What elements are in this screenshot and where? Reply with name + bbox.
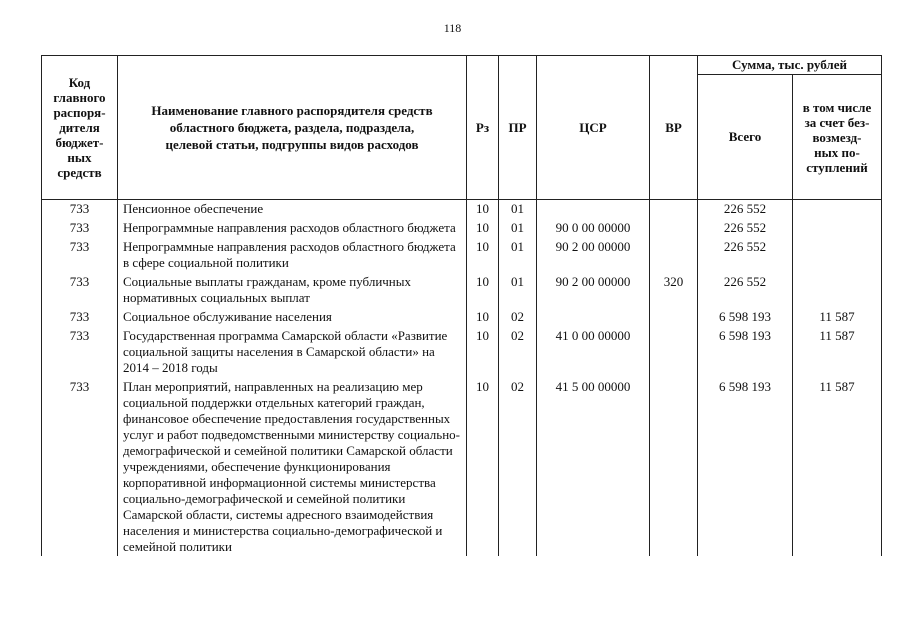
- cell-name: Непрограммные направления расходов областного бюджета: [118, 219, 467, 238]
- cell-name: Государственная программа Самарской области «Развитие социальной защиты населения в Самарской области» на 2014 – 2018 годы: [118, 327, 467, 378]
- table-body: [42, 200, 882, 557]
- cell-total: 226 552: [698, 273, 793, 308]
- header-total: Всего: [698, 75, 793, 200]
- table-row: [42, 327, 882, 378]
- cell-total: 6 598 193: [698, 308, 793, 327]
- cell-pr: 01: [499, 219, 537, 238]
- header-free: в том числе за счет без- возмезд- ных по- ступлений: [793, 75, 882, 200]
- table-row: [42, 200, 882, 220]
- cell-csr: [537, 308, 650, 327]
- cell-name: Социальное обслуживание населения: [118, 308, 467, 327]
- cell-total: 6 598 193: [698, 378, 793, 556]
- header-vr: ВР: [650, 56, 698, 200]
- cell-rz: 10: [467, 273, 499, 308]
- cell-vr: 320: [650, 273, 698, 308]
- cell-code: 733: [42, 308, 118, 327]
- header-sum: Сумма, тыс. рублей: [698, 56, 882, 75]
- cell-free: [793, 273, 882, 308]
- page-number: 118: [443, 21, 462, 35]
- cell-total: 6 598 193: [698, 327, 793, 378]
- table-row: [42, 308, 882, 327]
- cell-name: Непрограммные направления расходов областного бюджета в сфере социальной политики: [118, 238, 467, 273]
- cell-name: План мероприятий, направленных на реализацию мер социальной поддержки отдельных категорий граждан, финансовое обеспечение предоставления государственных услуг и работ подведомственными министерству социально-демографической и семейной политики Самарской области учреждениями, обеспечение функционирования корпоративной информационной системы министерства социально-демографической и семейной политики Самарской области, системы адресного взаимодействия населения и министерства социально-демографической и семейной политики: [118, 378, 467, 556]
- cell-free: 11 587: [793, 308, 882, 327]
- table-row: [42, 378, 882, 556]
- cell-free: 11 587: [793, 327, 882, 378]
- cell-code: 733: [42, 327, 118, 378]
- cell-code: 733: [42, 378, 118, 556]
- cell-free: 11 587: [793, 378, 882, 556]
- cell-pr: 02: [499, 327, 537, 378]
- cell-rz: 10: [467, 200, 499, 220]
- cell-csr: 41 0 00 00000: [537, 327, 650, 378]
- cell-pr: 01: [499, 273, 537, 308]
- cell-pr: 01: [499, 200, 537, 220]
- cell-name: Социальные выплаты гражданам, кроме публичных нормативных социальных выплат: [118, 273, 467, 308]
- cell-code: 733: [42, 219, 118, 238]
- budget-table: [41, 55, 882, 556]
- cell-total: 226 552: [698, 238, 793, 273]
- cell-vr: [650, 219, 698, 238]
- cell-vr: [650, 327, 698, 378]
- cell-rz: 10: [467, 378, 499, 556]
- cell-rz: 10: [467, 327, 499, 378]
- cell-rz: 10: [467, 219, 499, 238]
- cell-csr: [537, 200, 650, 220]
- cell-csr: 90 2 00 00000: [537, 273, 650, 308]
- cell-vr: [650, 200, 698, 220]
- cell-vr: [650, 308, 698, 327]
- cell-pr: 02: [499, 308, 537, 327]
- cell-free: [793, 238, 882, 273]
- header-csr: ЦСР: [537, 56, 650, 200]
- cell-vr: [650, 238, 698, 273]
- cell-code: 733: [42, 200, 118, 220]
- cell-rz: 10: [467, 238, 499, 273]
- table-row: [42, 238, 882, 273]
- cell-pr: 02: [499, 378, 537, 556]
- cell-csr: 90 0 00 00000: [537, 219, 650, 238]
- table-row: [42, 219, 882, 238]
- cell-total: 226 552: [698, 200, 793, 220]
- header-pr: ПР: [499, 56, 537, 200]
- cell-code: 733: [42, 273, 118, 308]
- header-rz: Рз: [467, 56, 499, 200]
- cell-free: [793, 200, 882, 220]
- cell-pr: 01: [499, 238, 537, 273]
- cell-code: 733: [42, 238, 118, 273]
- cell-free: [793, 219, 882, 238]
- header-name: Наименование главного распорядителя средств областного бюджета, раздела, подраздела, целевой статьи, подгруппы видов расходов: [118, 56, 467, 200]
- cell-name: Пенсионное обеспечение: [118, 200, 467, 220]
- cell-rz: 10: [467, 308, 499, 327]
- cell-csr: 41 5 00 00000: [537, 378, 650, 556]
- cell-vr: [650, 378, 698, 556]
- cell-total: 226 552: [698, 219, 793, 238]
- cell-csr: 90 2 00 00000: [537, 238, 650, 273]
- table-row: [42, 273, 882, 308]
- header-code: Код главного распоря- дителя бюджет- ных средств: [42, 56, 118, 200]
